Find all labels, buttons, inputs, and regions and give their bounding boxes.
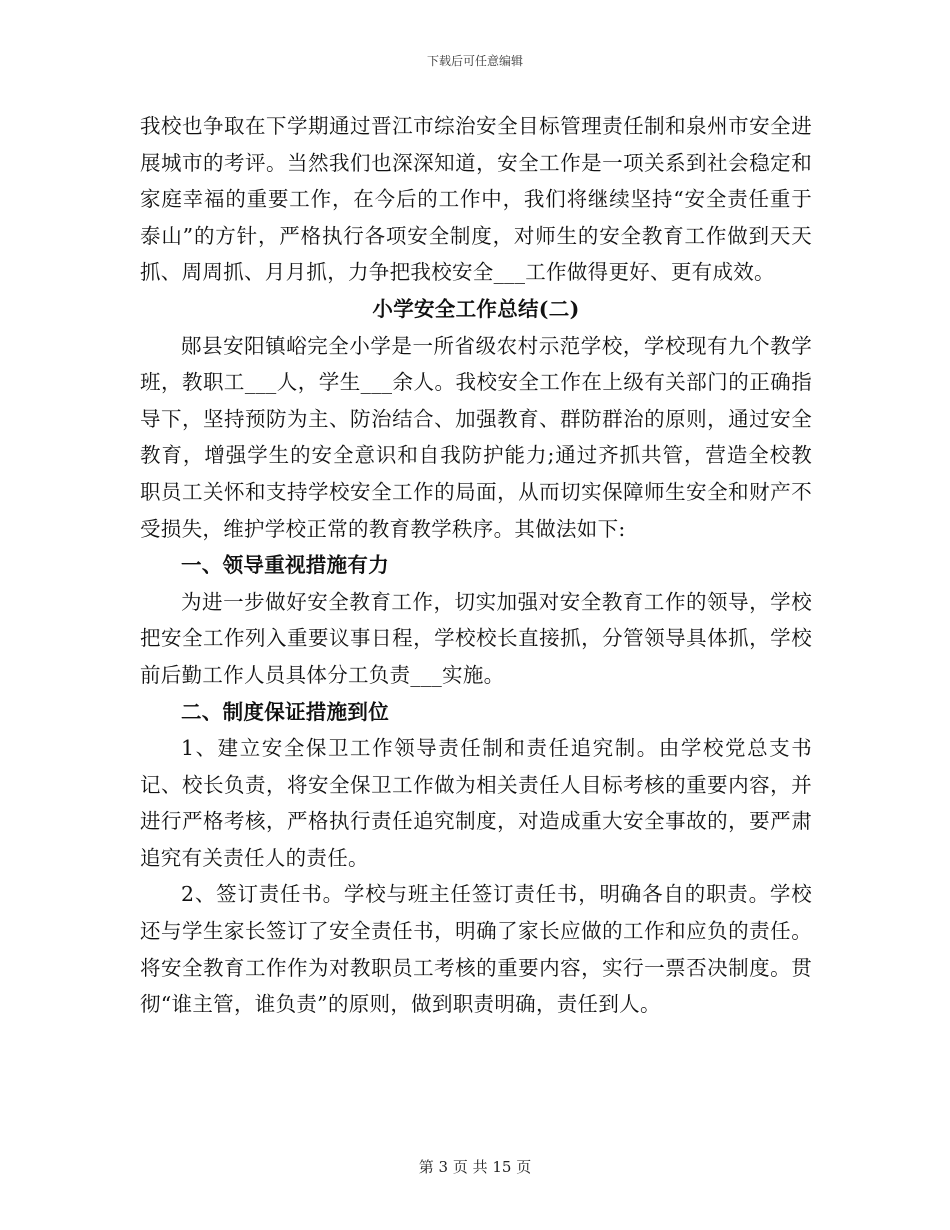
continued-paragraph: 我校也争取在下学期通过晋江市综治安全目标管理责任制和泉州市安全进展城市的考评。当然我们也深深知道，安全工作是一项关系到社会稳定和家庭幸福的重要工作，在今后的工作中，我们将继续坚持“安全责任重于泰山”的方针，严格执行各项安全制度，对师生的安全教育工作做到天天抓、周周抓、月月抓，力争把我校安全___工作做得更好、更有成效。 — [140, 114, 812, 285]
section-2-heading: 二、制度保证措施到位 — [181, 699, 389, 724]
section-1-heading: 一、领导重视措施有力 — [181, 553, 389, 578]
document-body — [140, 108, 812, 1023]
page-indicator: 第 3 页 共 15 页 — [418, 1158, 532, 1176]
section-2-item-2: 2、签订责任书。学校与班主任签订责任书，明确各自的职责。学校还与学生家长签订了安全责任书，明确了家长应做的工作和应负的责任。将安全教育工作作为对教职员工考核的重要内容，实行一票否决制度。贯彻“谁主管，谁负责”的原则，做到职责明确，责任到人。 — [140, 882, 812, 1017]
page-header-note: 下载后可任意编辑 — [426, 54, 523, 68]
intro-paragraph: 郧县安阳镇峪完全小学是一所省级农村示范学校，学校现有九个教学班，教职工___人，学生___余人。我校安全工作在上级有关部门的正确指导下，坚持预防为主、防治结合、加强教育、群防群治的原则，通过安全教育，增强学生的安全意识和自我防护能力;通过齐抓共管，营造全校教职员工关怀和支持学校安全工作的局面，从而切实保障师生安全和财产不受损失，维护学校正常的教育教学秩序。其做法如下: — [140, 333, 812, 541]
section-2-item-1: 1、建立安全保卫工作领导责任制和责任追究制。由学校党总支书记、校长负责，将安全保卫工作做为相关责任人目标考核的重要内容，并进行严格考核，严格执行责任追究制度，对造成重大安全事故的，要严肃追究有关责任人的责任。 — [140, 736, 812, 870]
document-title: 小学安全工作总结(二) — [372, 296, 580, 321]
section-1-body: 为进一步做好安全教育工作，切实加强对安全教育工作的领导，学校把安全工作列入重要议事日程，学校校长直接抓，分管领导具体抓，学校前后勤工作人员具体分工负责___实施。 — [140, 589, 812, 687]
